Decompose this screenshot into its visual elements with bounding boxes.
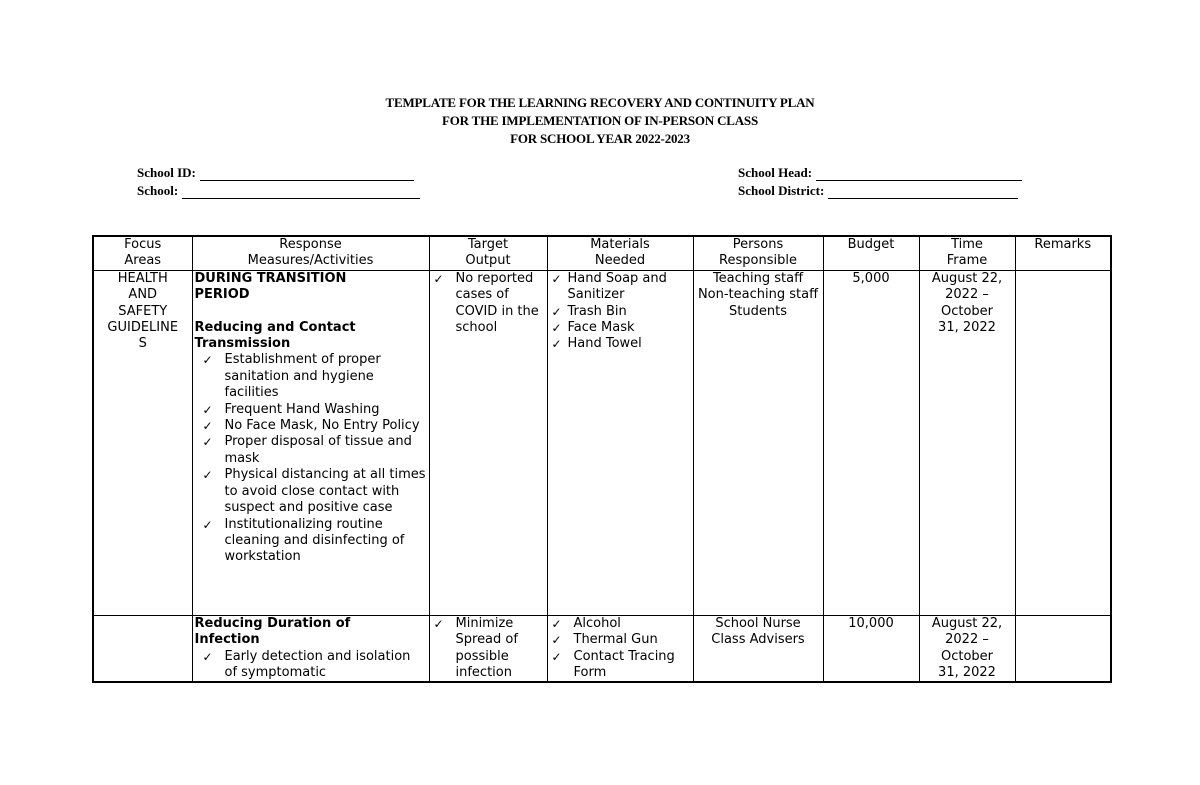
school-head-field (738, 165, 1022, 181)
header-response-measures: Response Measures/Activities (192, 236, 429, 270)
list-item: ✓ Establishment of proper sanitation and hygiene facilities (195, 352, 427, 401)
list-item: ✓ Early detection and isolation of symptomatic (195, 649, 427, 682)
persons-responsible-cell: School Nurse Class Advisers (693, 615, 823, 682)
activity-list (195, 649, 427, 682)
persons-responsible-cell: Teaching staff Non-teaching staff Students (693, 270, 823, 615)
school-field (137, 183, 420, 199)
materials-needed-cell (547, 615, 693, 682)
response-measures-cell (192, 270, 429, 615)
school-head-blank[interactable] (816, 168, 1022, 181)
school-district-blank[interactable] (828, 186, 1018, 199)
list-item: ✓ Thermal Gun (550, 632, 691, 648)
list-item: ✓ Face Mask (550, 320, 691, 336)
document-title-line2: FOR THE IMPLEMENTATION OF IN-PERSON CLASS (442, 113, 758, 128)
list-item: ✓ Minimize Spread of possible infection (432, 616, 545, 682)
materials-needed-cell (547, 270, 693, 615)
school-head-label: School Head: (738, 165, 813, 180)
focus-area-cell: HEALTH AND SAFETY GUIDELINE S (93, 270, 192, 615)
header-budget: Budget (823, 236, 919, 270)
school-district-label: School District: (738, 183, 825, 198)
budget-cell: 10,000 (823, 615, 919, 682)
list-item: ✓ No Face Mask, No Entry Policy (195, 418, 427, 434)
focus-area-cell (93, 615, 192, 682)
document-title-line3: FOR SCHOOL YEAR 2022-2023 (510, 131, 690, 146)
target-output-cell (429, 270, 547, 615)
table-row (93, 270, 1111, 615)
list-item: ✓ Alcohol (550, 616, 691, 632)
list-item: ✓ Proper disposal of tissue and mask (195, 434, 427, 467)
header-remarks: Remarks (1015, 236, 1111, 270)
list-item: ✓ Trash Bin (550, 304, 691, 320)
remarks-cell[interactable] (1015, 615, 1111, 682)
header-target-output: Target Output (429, 236, 547, 270)
list-item: ✓ Hand Soap and Sanitizer (550, 271, 691, 304)
learning-recovery-plan-table (92, 235, 1112, 683)
budget-cell: 5,000 (823, 270, 919, 615)
document-title-line1: TEMPLATE FOR THE LEARNING RECOVERY AND CONTINUITY PLAN (385, 95, 815, 110)
header-time-frame: Time Frame (919, 236, 1015, 270)
list-item: ✓ Contact Tracing Form (550, 649, 691, 682)
school-district-field (738, 183, 1018, 199)
list-item: ✓ Frequent Hand Washing (195, 402, 427, 418)
time-frame-cell: August 22, 2022 – October 31, 2022 (919, 615, 1015, 682)
list-item: ✓ Hand Towel (550, 336, 691, 352)
target-output-cell (429, 615, 547, 682)
header-focus-areas: Focus Areas (93, 236, 192, 270)
school-label: School: (137, 183, 179, 198)
school-blank[interactable] (182, 186, 420, 199)
list-item: ✓ No reported cases of COVID in the school (432, 271, 545, 337)
table-header-row (93, 236, 1111, 270)
list-item: ✓ Physical distancing at all times to avoid close contact with suspect and positive case (195, 467, 427, 516)
period-heading: DURING TRANSITION PERIOD (194, 270, 347, 303)
header-materials-needed: Materials Needed (547, 236, 693, 270)
table-row (93, 615, 1111, 682)
subheading: Reducing and Contact Transmission (194, 319, 356, 352)
response-measures-cell (192, 615, 429, 682)
school-id-field (137, 165, 414, 181)
subheading: Reducing Duration of Infection (194, 615, 351, 648)
activity-list (195, 352, 427, 565)
header-persons-responsible: Persons Responsible (693, 236, 823, 270)
remarks-cell[interactable] (1015, 270, 1111, 615)
school-id-blank[interactable] (200, 168, 414, 181)
time-frame-cell: August 22, 2022 – October 31, 2022 (919, 270, 1015, 615)
list-item: ✓ Institutionalizing routine cleaning and disinfecting of workstation (195, 517, 427, 566)
school-id-label: School ID: (137, 165, 196, 180)
